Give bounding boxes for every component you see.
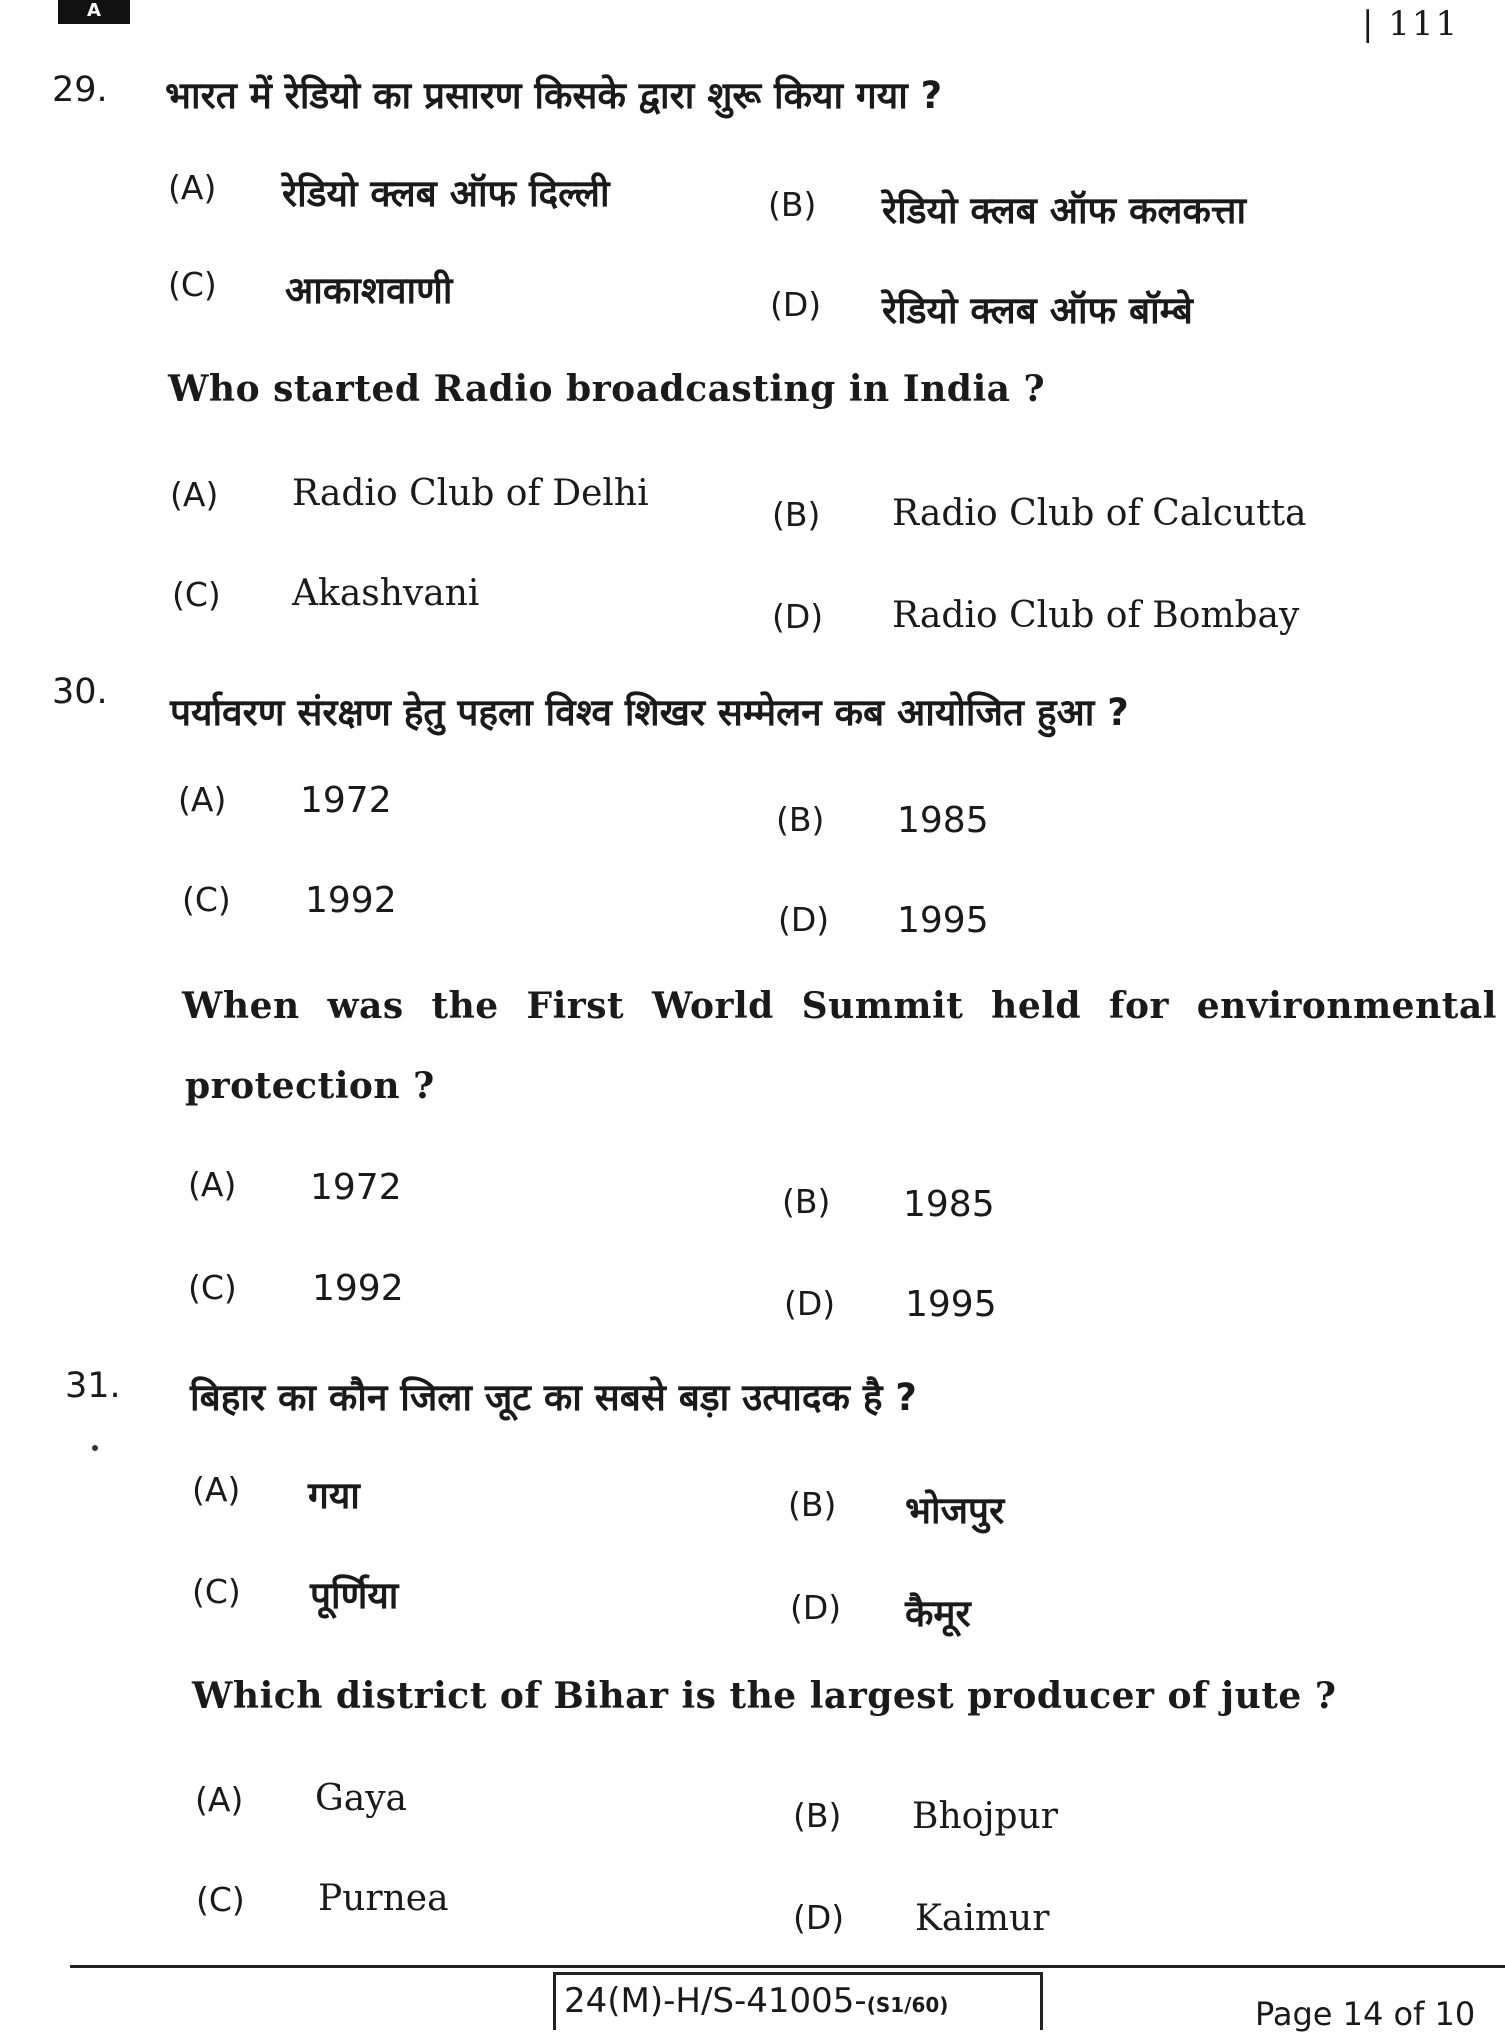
option-text: 1972 xyxy=(300,780,392,821)
word: World xyxy=(651,985,774,1027)
option-label: (C) xyxy=(192,1572,241,1611)
option-label: (C) xyxy=(168,265,217,304)
option-label: (A) xyxy=(170,475,219,514)
option-text: Radio Club of Calcutta xyxy=(892,493,1307,534)
corner-mark: A xyxy=(58,0,130,24)
option-text: 1992 xyxy=(312,1268,404,1309)
footer-rule xyxy=(70,1965,1505,1968)
option-label: (D) xyxy=(772,597,824,636)
option-text: 1972 xyxy=(310,1167,402,1208)
option-label: (B) xyxy=(782,1182,831,1221)
option-text: Gaya xyxy=(315,1778,408,1819)
option-text: भोजपुर xyxy=(905,1489,1005,1532)
option-label: (A) xyxy=(188,1165,237,1204)
option-text: आकाशवाणी xyxy=(285,269,453,312)
question-number: 30. xyxy=(52,672,108,712)
option-text: रेडियो क्लब ऑफ कलकत्ता xyxy=(882,189,1247,232)
option-text: रेडियो क्लब ऑफ दिल्ली xyxy=(282,172,610,215)
option-text: 1992 xyxy=(305,880,397,921)
option-text: Radio Club of Delhi xyxy=(292,473,649,514)
option-text: 1995 xyxy=(897,900,989,941)
option-text: Purnea xyxy=(318,1878,449,1919)
question-text-english: Who started Radio broadcasting in India ? xyxy=(168,368,1046,410)
option-text: 1985 xyxy=(903,1184,995,1225)
option-label: (C) xyxy=(196,1880,245,1919)
paper-code-suffix: (S1/60) xyxy=(866,1993,949,2017)
word: was xyxy=(327,985,404,1027)
word: Summit xyxy=(801,985,964,1027)
question-number: 29. xyxy=(52,70,108,110)
option-text: रेडियो क्लब ऑफ बॉम्बे xyxy=(882,289,1193,332)
option-label: (A) xyxy=(178,780,227,819)
option-label: (C) xyxy=(172,575,221,614)
option-label: (B) xyxy=(788,1485,837,1524)
paper-code: 24(M)-H/S-41005- xyxy=(564,1981,867,2021)
option-text: गया xyxy=(308,1474,360,1517)
page-code: | 111 xyxy=(1362,4,1460,44)
option-label: (B) xyxy=(772,495,821,534)
question-text-english-line1 xyxy=(182,985,1497,1027)
option-text: 1995 xyxy=(905,1284,997,1325)
option-label: (C) xyxy=(182,880,231,919)
option-label: (B) xyxy=(793,1796,842,1835)
option-text: Bhojpur xyxy=(912,1796,1058,1837)
question-text-english-line2: protection ? xyxy=(185,1065,435,1107)
option-text: Akashvani xyxy=(292,573,480,614)
word: for xyxy=(1108,985,1169,1027)
question-text-hindi: बिहार का कौन जिला जूट का सबसे बड़ा उत्पादक है ? xyxy=(190,1376,917,1419)
word: environmental xyxy=(1196,985,1497,1027)
word: held xyxy=(991,985,1082,1027)
paper-code-box xyxy=(553,1972,1043,2030)
option-label: (A) xyxy=(168,168,217,207)
stray-dot xyxy=(92,1445,98,1451)
option-text: कैमूर xyxy=(905,1592,971,1635)
option-text: पूर्णिया xyxy=(310,1574,399,1617)
question-text-english: Which district of Bihar is the largest producer of jute ? xyxy=(192,1675,1337,1717)
page-number: Page 14 of 10 xyxy=(1255,1995,1476,2033)
word: First xyxy=(526,985,625,1027)
option-text: 1985 xyxy=(897,800,989,841)
option-text: Radio Club of Bombay xyxy=(892,595,1300,636)
question-text-hindi: भारत में रेडियो का प्रसारण किसके द्वारा शुरू किया गया ? xyxy=(165,74,943,117)
option-label: (C) xyxy=(188,1268,237,1307)
option-label: (B) xyxy=(776,800,825,839)
option-label: (D) xyxy=(793,1898,845,1937)
question-text-hindi: पर्यावरण संरक्षण हेतु पहला विश्व शिखर सम्मेलन कब आयोजित हुआ ? xyxy=(170,691,1129,734)
option-label: (D) xyxy=(778,900,830,939)
question-number: 31. xyxy=(65,1366,121,1406)
option-label: (A) xyxy=(195,1780,244,1819)
word: the xyxy=(431,985,499,1027)
option-label: (B) xyxy=(768,185,817,224)
option-label: (A) xyxy=(192,1470,241,1509)
option-text: Kaimur xyxy=(915,1898,1050,1939)
option-label: (D) xyxy=(784,1284,836,1323)
option-label: (D) xyxy=(790,1588,842,1627)
word: When xyxy=(182,985,300,1027)
option-label: (D) xyxy=(770,285,822,324)
